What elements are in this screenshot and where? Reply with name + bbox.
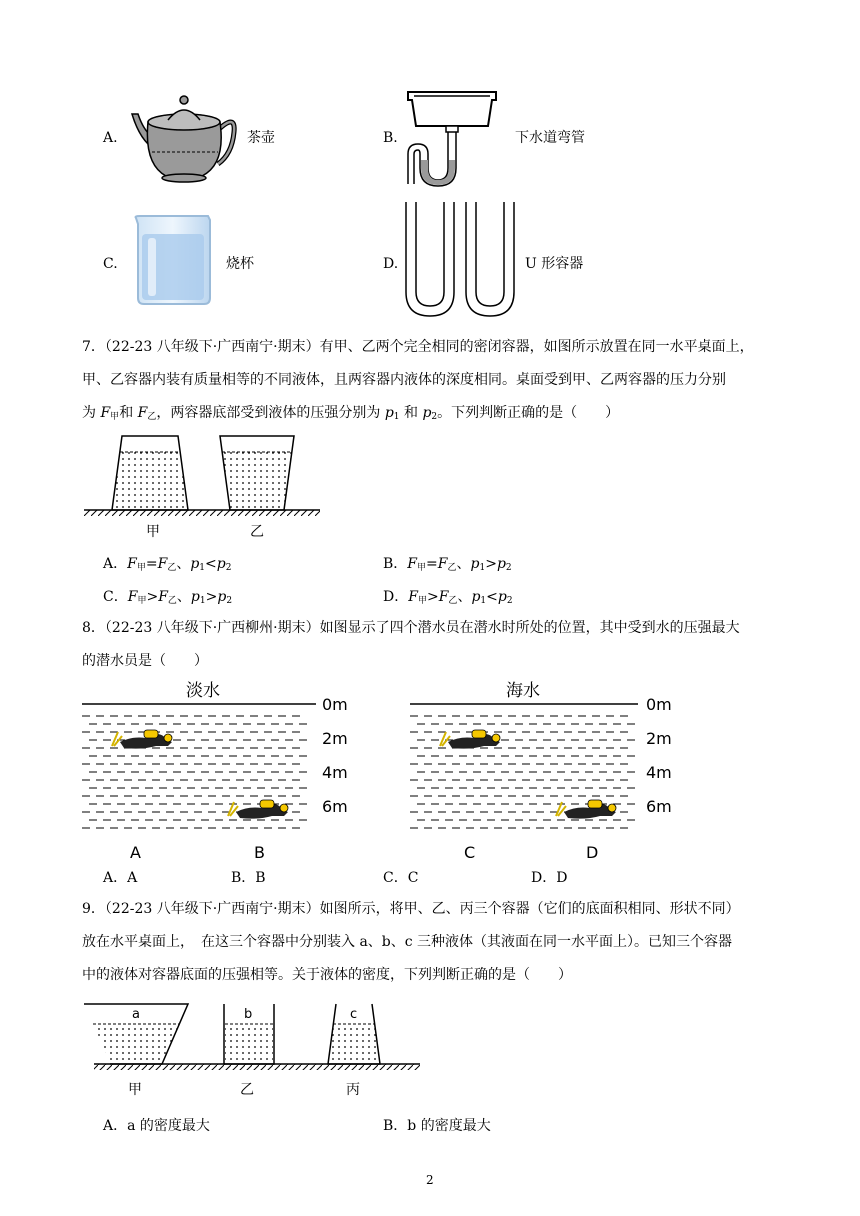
depth-0m: 0m — [322, 695, 348, 714]
sea-water-figure — [410, 676, 710, 864]
depth-2m: 2m — [646, 729, 672, 748]
q8-option-b: B．B — [231, 870, 266, 886]
q8-number: 8． — [82, 620, 105, 636]
u-tube-icon — [402, 200, 518, 318]
fig-label-a: A — [130, 843, 141, 862]
q7-source: （22-23 八年级下·广西南宁·期末） — [104, 339, 320, 355]
liquid-label-b: b — [244, 1007, 253, 1022]
fresh-water-figure — [82, 676, 382, 864]
q7-fig-label-yi: 乙 — [250, 524, 264, 540]
question-9-text: 9．（22-23 八年级下·广西南宁·期末）如图所示，将甲、乙、丙三个容器（它们的底面积相同、形状不同） 放在水平桌面上， 在这三个容器中分别装入 a、b、c 三种液体（其液面在同一水平面上）。已知三个容器 中的液体对容器底面的压强相等。关于液体的密度，下列判断正确的是（ ） — [82, 901, 740, 983]
question-8-text: 8．（22-23 八年级下·广西柳州·期末）如图显示了四个潜水员在潜水时所处的位置，其中受到水的压强最大 的潜水员是（ ） — [82, 620, 740, 669]
liquid-label-c: c — [350, 1007, 358, 1022]
q8-option-a: A．A — [103, 870, 138, 886]
beaker-icon — [132, 214, 214, 306]
q9-source: （22-23 八年级下·广西南宁·期末） — [104, 901, 320, 917]
q9-option-a: A．a 的密度最大 — [103, 1118, 210, 1134]
q9-containers-figure — [84, 1002, 424, 1102]
depth-0m: 0m — [646, 695, 672, 714]
q6-option-a-label: 茶壶 — [247, 130, 275, 146]
q7-number: 7． — [82, 339, 105, 355]
q7-option-c: C．$F_甲>F_乙$、$p_1>p_2$ — [103, 589, 233, 606]
depth-2m: 2m — [322, 729, 348, 748]
q6-option-c-label: 烧杯 — [226, 256, 254, 272]
q9-option-b: B．b 的密度最大 — [383, 1118, 491, 1134]
q7-option-d: D．$F_甲>F_乙$、$p_1<p_2$ — [383, 589, 513, 606]
q7-fig-label-jia: 甲 — [146, 524, 160, 540]
q9-fig-label-yi: 乙 — [240, 1082, 254, 1098]
fig-label-d: D — [586, 843, 599, 862]
diver-a-icon — [112, 730, 172, 749]
liquid-label-a: a — [132, 1007, 140, 1022]
diver-c-icon — [440, 730, 500, 749]
q6-option-d-letter: D. — [383, 256, 399, 272]
fresh-water-title: 淡水 — [186, 681, 220, 701]
depth-4m: 4m — [646, 763, 672, 782]
q9-number: 9． — [82, 901, 105, 917]
q6-option-b-label: 下水道弯管 — [515, 130, 585, 146]
q6-option-a-letter: A. — [103, 130, 118, 146]
q8-option-c: C．C — [383, 870, 419, 886]
q8-source: （22-23 八年级下·广西柳州·期末） — [104, 620, 320, 636]
question-7-text: 7．（22-23 八年级下·广西南宁·期末）有甲、乙两个完全相同的密闭容器，如图所示放置在同一水平桌面上， 甲、乙容器内装有质量相等的不同液体，且两容器内液体的深度相同。桌面受到甲、乙两容器的压力分别 为 $F_甲$和 $F_乙$，两容器底部受到液体的压强分别为 $p_1$ 和 $p_2$。下列判断正确的是（ ） — [82, 339, 754, 422]
q9-fig-label-jia: 甲 — [128, 1082, 142, 1098]
q6-option-c-letter: C. — [103, 256, 118, 272]
drain-pipe-icon — [402, 88, 502, 188]
q8-option-d: D．D — [531, 870, 568, 886]
q6-option-b-letter: B. — [383, 130, 398, 146]
q7-containers-figure — [84, 432, 324, 540]
q7-option-a: A．$F_甲=F_乙$、$p_1<p_2$ — [103, 556, 232, 573]
q9-fig-label-bing: 丙 — [346, 1082, 360, 1098]
teapot-icon — [130, 92, 240, 186]
fig-label-b: B — [254, 843, 265, 862]
q6-option-d-label: U 形容器 — [525, 256, 584, 272]
depth-4m: 4m — [322, 763, 348, 782]
page-number: 2 — [426, 1173, 434, 1187]
depth-6m: 6m — [646, 797, 672, 816]
q7-option-b: B．$F_甲=F_乙$、$p_1>p_2$ — [383, 556, 512, 573]
sea-water-title: 海水 — [506, 681, 540, 701]
depth-6m: 6m — [322, 797, 348, 816]
diver-d-icon — [556, 800, 616, 819]
fig-label-c: C — [464, 843, 476, 862]
diver-b-icon — [228, 800, 288, 819]
